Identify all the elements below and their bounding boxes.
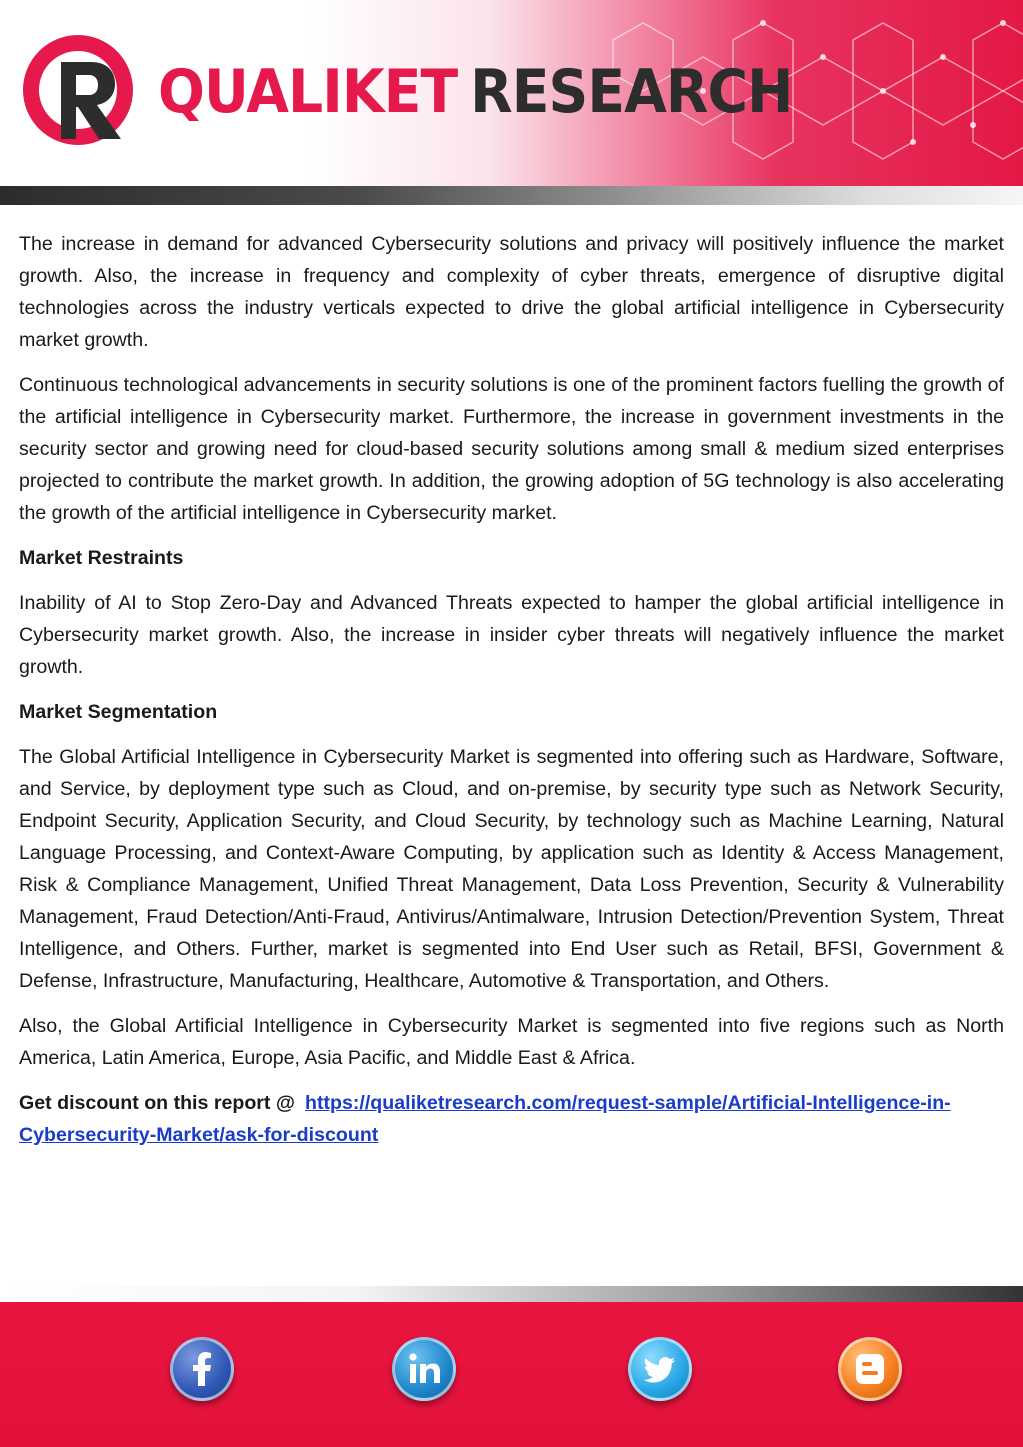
paragraph-segmentation: The Global Artificial Intelligence in Cybersecurity Market is segmented into offering such as Hardware, Software, and Service, by deployment type such as Cloud, and on-premise, by security type such as Network Security, Endpoint Security, Application Security, and Cloud Security, by technology such as Machine Learning, Natural Language Processing, and Context-Aware Computing, by application such as Identity & Access Management, Risk & Compliance Management, Unified Threat Management, Data Loss Prevention, Security & Vulnerability Management, Fraud Detection/Anti-Fraud, Antivirus/Antimalware, Intrusion Detection/Prevention System, Threat Intelligence, and Others. Further, market is segmented into End User such as Retail, BFSI, Government & Defense, Infrastructure, Manufacturing, Healthcare, Automotive & Transportation, and Others. (19, 746, 1004, 992)
paragraph-regions: Also, the Global Artificial Intelligence in Cybersecurity Market is segmented into five regions such as North America, Latin America, Europe, Asia Pacific, and Middle East & Africa. (19, 1015, 1004, 1069)
paragraph-restraints: Inability of AI to Stop Zero-Day and Advanced Threats expected to hamper the global artificial intelligence in Cybersecurity market growth. Also, the increase in insider cyber threats will negatively influence the market growth. (19, 592, 1004, 678)
brand-word-qualiket: QUALIKET (158, 57, 458, 127)
qualiket-logo (18, 30, 148, 155)
heading-market-segmentation: Market Segmentation (19, 701, 218, 723)
brand-word-research: RESEARCH (470, 57, 793, 127)
brand-wordmark (158, 57, 792, 127)
discount-link[interactable]: https://qualiketresearch.com/request-sample/Artificial-Intelligence-in-Cybersecurity-Market/ask-for-discount (19, 1092, 951, 1146)
article-body (19, 228, 1004, 1164)
blogger-icon[interactable] (838, 1337, 902, 1401)
heading-market-restraints: Market Restraints (19, 547, 184, 569)
header-divider-band (0, 186, 1023, 205)
page-header (0, 0, 1023, 205)
paragraph-demand: The increase in demand for advanced Cybersecurity solutions and privacy will positively influence the market growth. Also, the increase in frequency and complexity of cyber threats, emergence of disruptive digital technologies across the industry verticals expected to drive the global artificial intelligence in Cybersecurity market growth. (19, 233, 1004, 351)
twitter-icon[interactable] (628, 1337, 692, 1401)
facebook-icon[interactable] (170, 1337, 234, 1401)
discount-line (19, 1087, 1004, 1151)
paragraph-advancements: Continuous technological advancements in security solutions is one of the prominent factors fuelling the growth of the artificial intelligence in Cybersecurity market. Furthermore, the increase in government investments in the security sector and growing need for cloud-based security solutions among small & medium sized enterprises projected to contribute the market growth. In addition, the growing adoption of 5G technology is also accelerating the growth of the artificial intelligence in Cybersecurity market. (19, 374, 1004, 524)
discount-label: Get discount on this report @ (19, 1092, 296, 1114)
linkedin-icon[interactable] (392, 1337, 456, 1401)
